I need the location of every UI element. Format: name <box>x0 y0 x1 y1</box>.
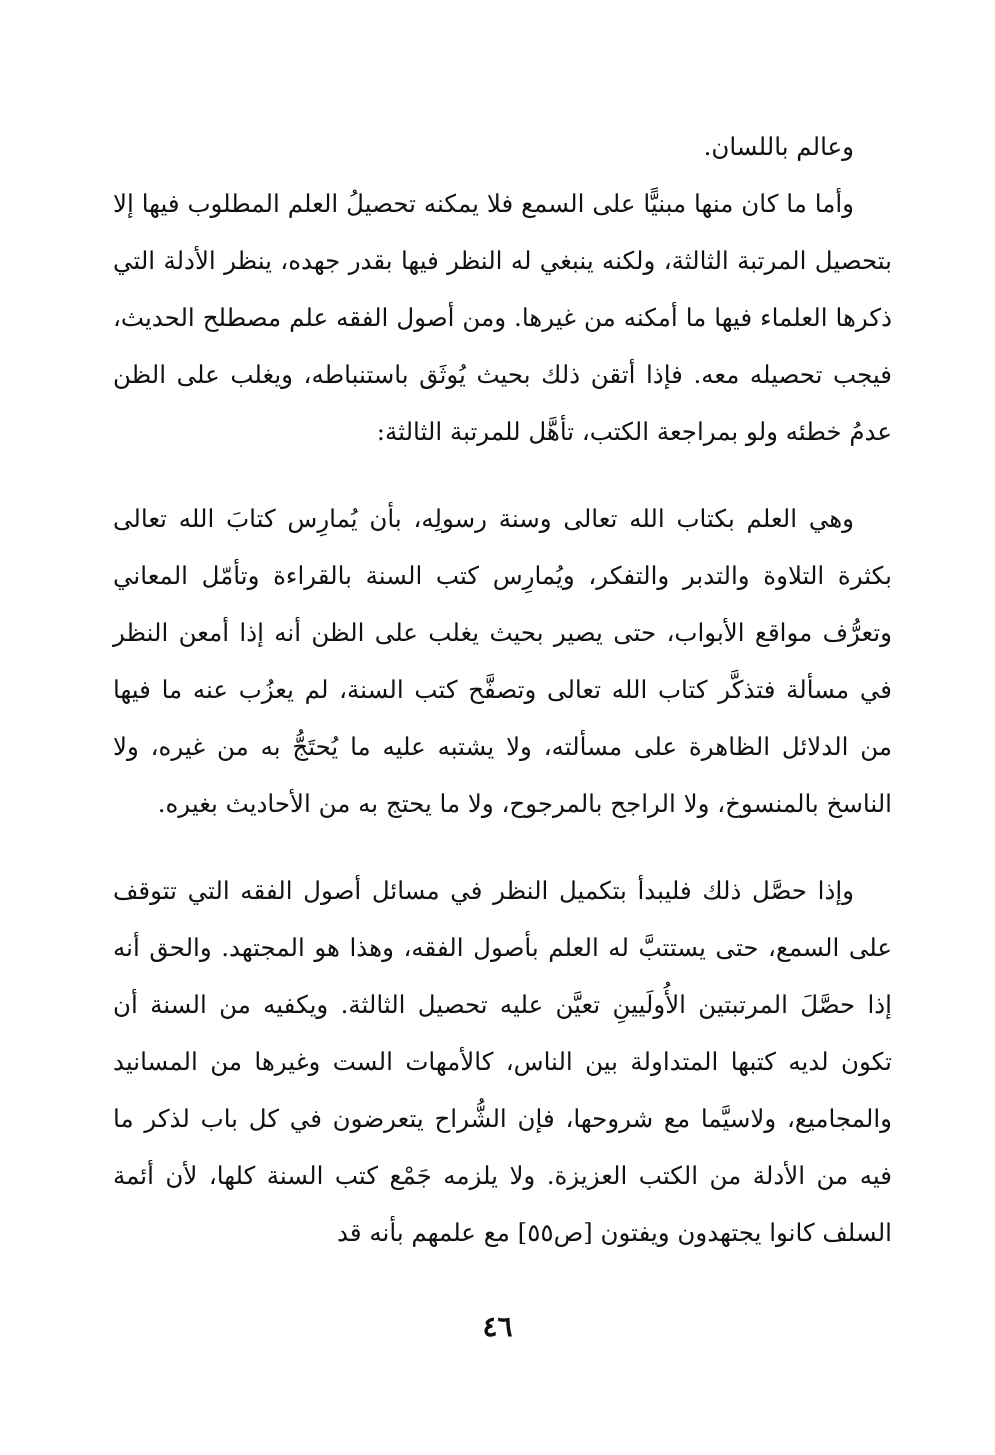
paragraph-1: وعالم باللسان. <box>703 132 854 161</box>
page-number: ٤٦ <box>482 1310 513 1343</box>
paragraph-2: وأما ما كان منها مبنيًّا على السمع فلا يمكنه تحصيلُ العلم المطلوب فيها إلا بتحصيل المرتبة الثالثة، ولكنه ينبغي له النظر فيها بقدر جهده، ينظر الأدلة التي ذكرها العلماء فيها ما أمكنه من غيرها. ومن أصول الفقه علم مصطلح الحديث، فيجب تحصيله معه. فإذا أتقن ذلك بحيث يُوثَق باستنباطه، ويغلب على الظن عدمُ خطئه ولو بمراجعة الكتب، تأهَّل للمرتبة الثالثة: <box>113 189 892 446</box>
paragraph-4: وإذا حصَّل ذلك فليبدأ بتكميل النظر في مسائل أصول الفقه التي تتوقف على السمع، حتى يستتبَّ له العلم بأصول الفقه، وهذا هو المجتهد. والحق أنه إذا حصَّلَ المرتبتين الأُولَيينِ تعيَّن عليه تحصيل الثالثة. ويكفيه من السنة أن تكون لديه كتبها المتداولة بين الناس، كالأمهات الست وغيرها من المسانيد والمجاميع، ولاسيَّما مع شروحها، فإن الشُّراح يتعرضون في كل باب لذكر ما فيه من الأدلة من الكتب العزيزة. ولا يلزمه جَمْع كتب السنة كلها، لأن أئمة السلف كانوا يجتهدون ويفتون [ص٥٥] مع علمهم بأنه قد <box>113 876 892 1247</box>
paragraph-3: وهي العلم بكتاب الله تعالى وسنة رسولِه، بأن يُمارِس كتابَ الله تعالى بكثرة التلاوة والتدبر والتفكر، ويُمارِس كتب السنة بالقراءة وتأمّل المعاني وتعرُّف مواقع الأبواب، حتى يصير بحيث يغلب على الظن أنه إذا أمعن النظر في مسألة فتذكَّر كتاب الله تعالى وتصفَّح كتب السنة، لم يعزُب عنه ما فيها من الدلائل الظاهرة على مسألته، ولا يشتبه عليه ما يُحتَجُّ به من غيره، ولا الناسخ بالمنسوخ، ولا الراجح بالمرجوح، ولا ما يحتج به من الأحاديث بغيره. <box>113 504 892 818</box>
body-text <box>113 118 892 1261</box>
